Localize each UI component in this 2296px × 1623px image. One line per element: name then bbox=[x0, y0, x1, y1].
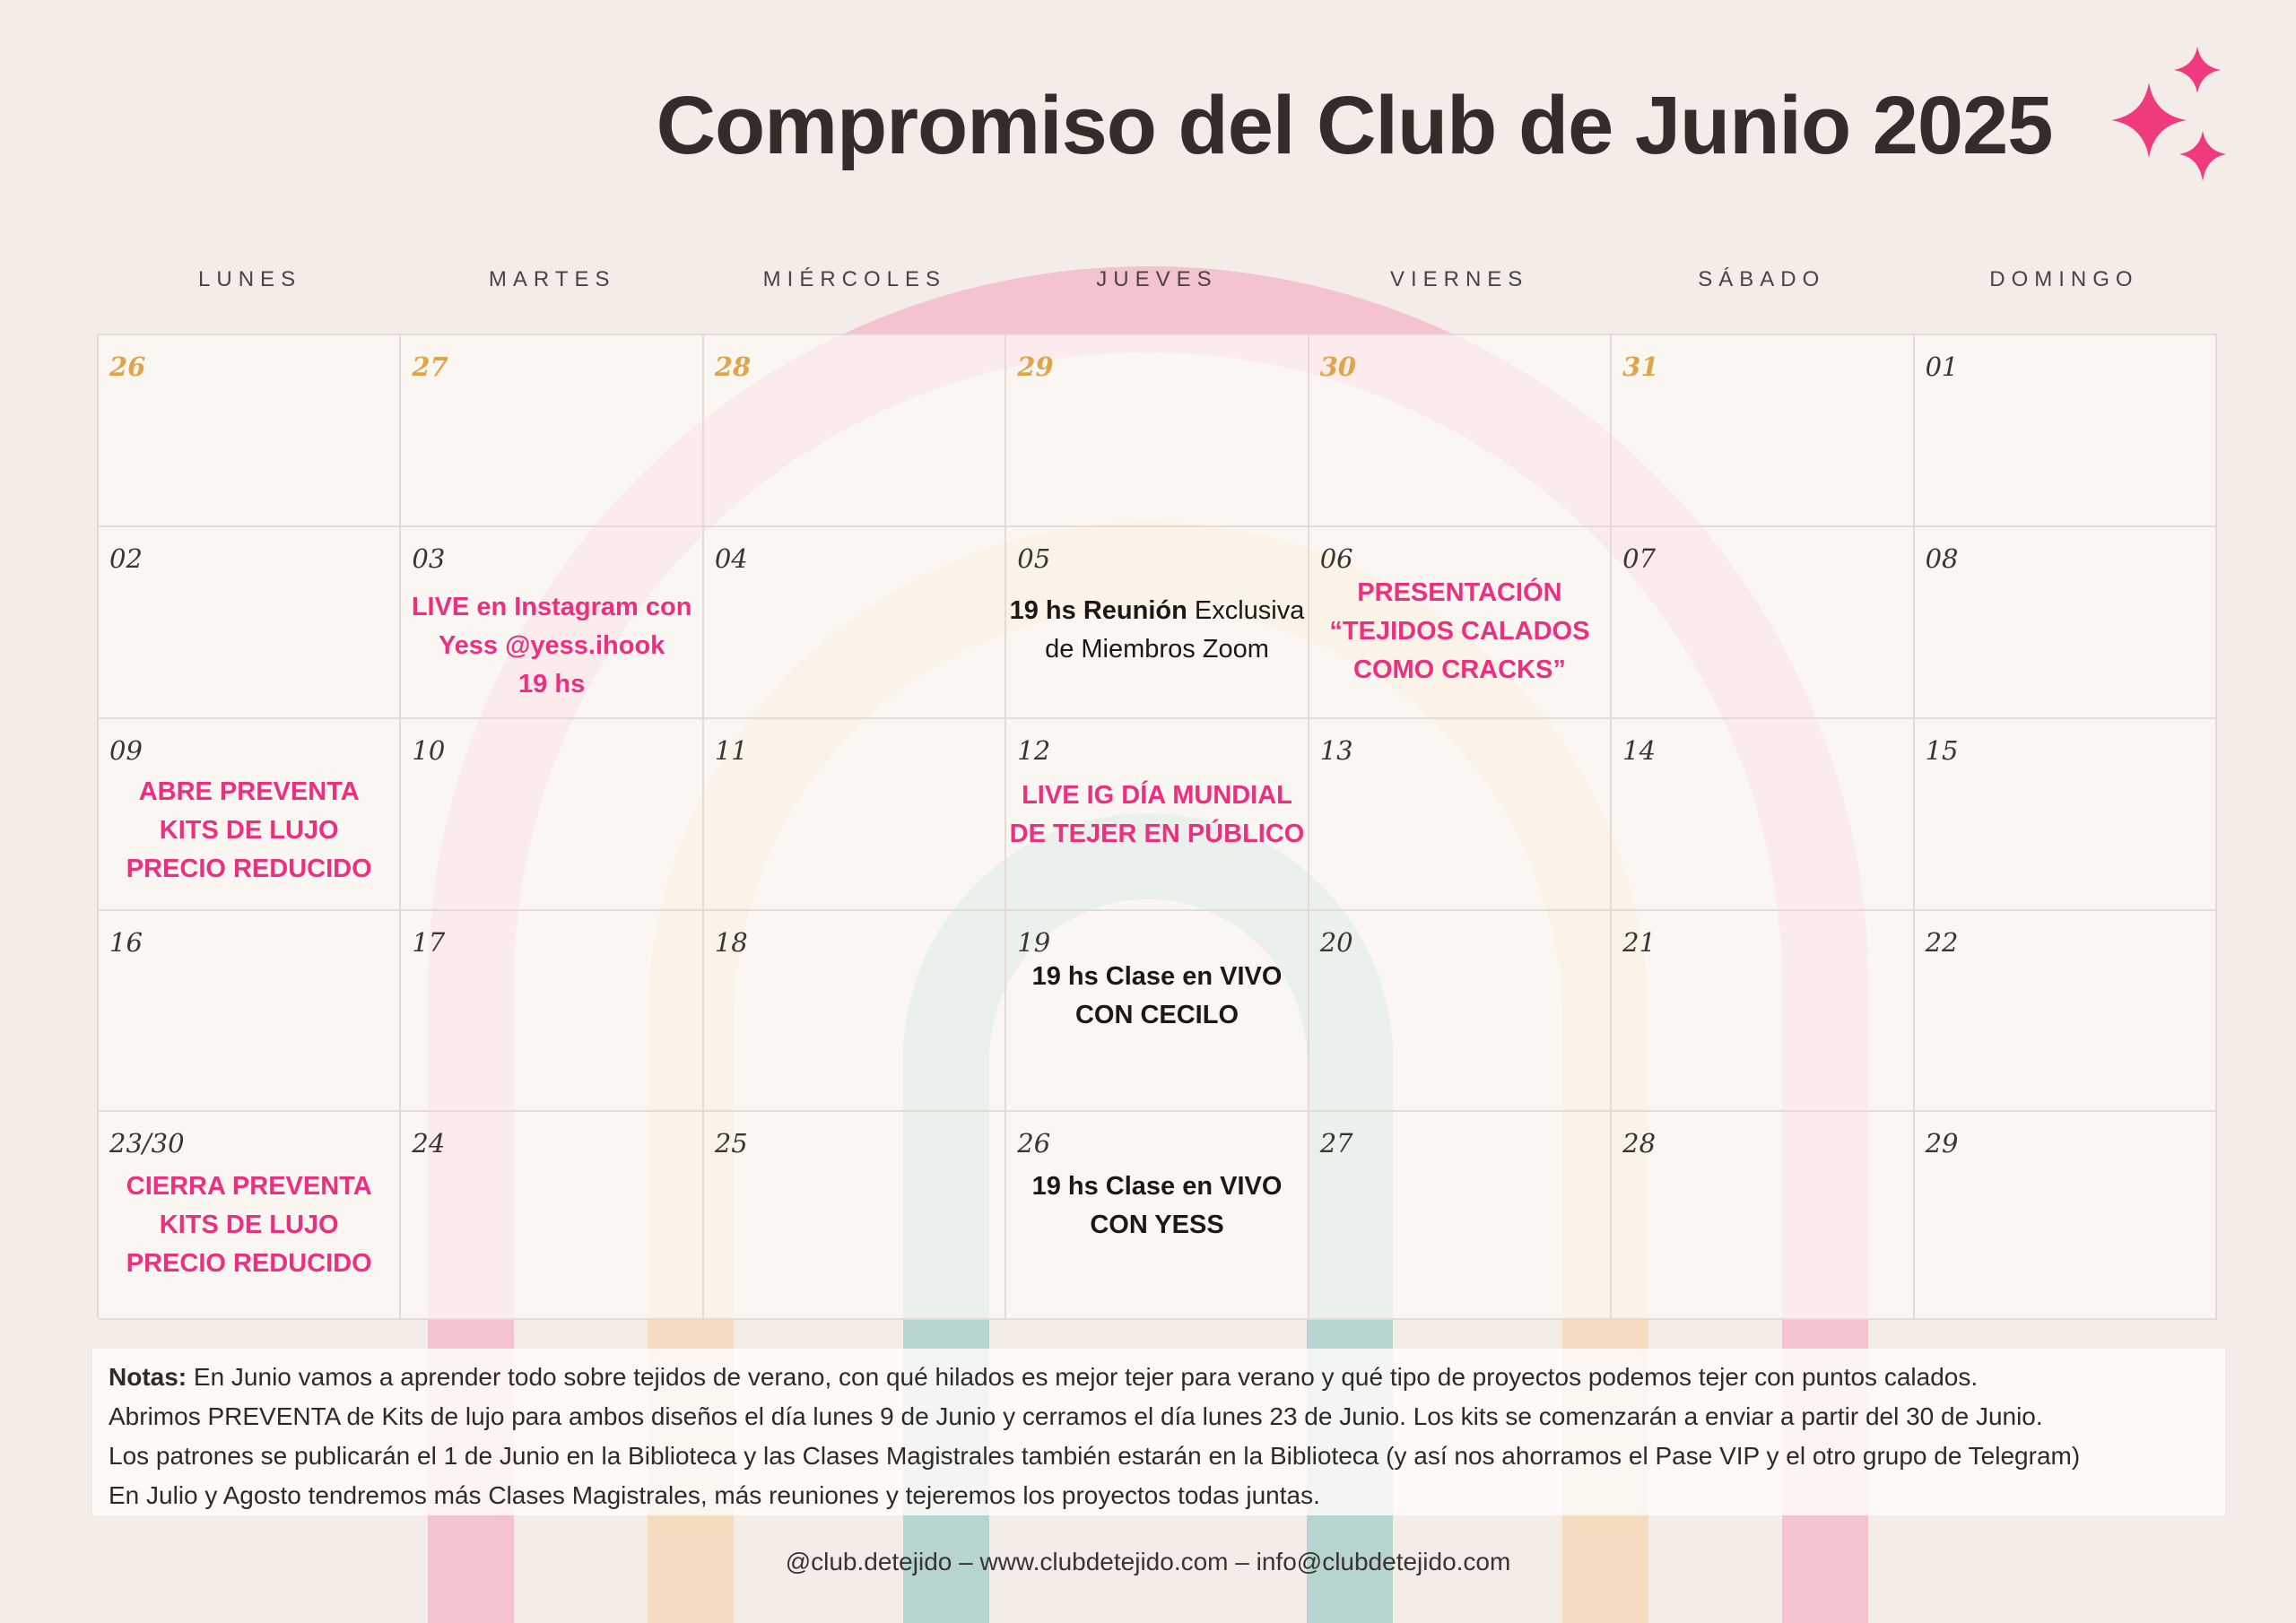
calendar-day-cell bbox=[401, 527, 703, 719]
calendar-event bbox=[99, 773, 399, 889]
calendar-day-cell bbox=[1915, 1112, 2217, 1320]
calendar-event bbox=[1006, 592, 1307, 669]
day-number: 07 bbox=[1622, 543, 1657, 574]
event-line: DE TEJER EN PÚBLICO bbox=[1009, 820, 1305, 848]
event-line: 19 hs Clase en VIVO bbox=[1031, 962, 1283, 991]
calendar-day-cell bbox=[401, 719, 703, 911]
day-number: 29 bbox=[1925, 1128, 1959, 1159]
calendar-day-cell bbox=[1915, 719, 2217, 911]
day-number: 05 bbox=[1017, 543, 1051, 574]
weekday-label: MIÉRCOLES bbox=[762, 267, 947, 291]
weekday-label: JUEVES bbox=[1096, 267, 1218, 291]
calendar-day-cell bbox=[1915, 911, 2217, 1112]
day-number: 26 bbox=[1017, 1128, 1051, 1159]
calendar-day-cell bbox=[401, 911, 703, 1112]
event-line: LIVE IG DÍA MUNDIAL bbox=[1022, 781, 1292, 810]
calendar-day-cell bbox=[1612, 719, 1914, 911]
day-number: 13 bbox=[1319, 735, 1353, 766]
calendar-event bbox=[401, 588, 701, 704]
calendar-day-cell bbox=[1309, 719, 1612, 911]
event-line: PRECIO REDUCIDO bbox=[126, 1249, 372, 1278]
calendar-day-cell bbox=[1006, 527, 1309, 719]
calendar-day-cell bbox=[1006, 335, 1309, 527]
day-number: 01 bbox=[1925, 352, 1959, 382]
calendar-day-cell bbox=[704, 1112, 1006, 1320]
calendar-day-cell bbox=[99, 335, 401, 527]
calendar-day-cell bbox=[1612, 1112, 1914, 1320]
calendar-day-cell bbox=[704, 527, 1006, 719]
day-number: 29 bbox=[1017, 352, 1054, 382]
day-number: 25 bbox=[714, 1128, 748, 1159]
day-number: 16 bbox=[109, 927, 143, 958]
event-line: “TEJIDOS CALADOS bbox=[1329, 617, 1590, 646]
event-line: KITS DE LUJO bbox=[159, 816, 339, 845]
calendar-day-cell bbox=[401, 335, 703, 527]
day-number: 12 bbox=[1017, 735, 1051, 766]
calendar-day-cell bbox=[704, 719, 1006, 911]
calendar-day-cell bbox=[1612, 335, 1914, 527]
page-title: Compromiso del Club de Junio 2025 bbox=[656, 80, 2053, 171]
day-number: 28 bbox=[714, 352, 752, 382]
calendar-event bbox=[1006, 1167, 1307, 1245]
calendar-day-cell bbox=[1612, 527, 1914, 719]
calendar-event bbox=[1006, 958, 1307, 1035]
weekday-header bbox=[99, 267, 2215, 303]
day-number: 08 bbox=[1925, 543, 1959, 574]
calendar-day-cell bbox=[1612, 911, 1914, 1112]
event-line: 19 hs Reunión Exclusiva bbox=[1009, 596, 1305, 625]
day-number: 27 bbox=[1319, 1128, 1353, 1159]
event-line: 19 hs Clase en VIVO bbox=[1031, 1172, 1283, 1201]
day-number: 02 bbox=[109, 543, 143, 574]
calendar-day-cell bbox=[401, 1112, 703, 1320]
calendar-day-cell bbox=[1006, 719, 1309, 911]
event-line: PRESENTACIÓN bbox=[1357, 578, 1562, 607]
sparkles-icon bbox=[2097, 39, 2231, 201]
footer-contact: @club.detejido – www.clubdetejido.com – info@clubdetejido.com bbox=[785, 1548, 1511, 1575]
event-line: CON CECILO bbox=[1074, 1001, 1239, 1029]
notes-label: Notas: bbox=[109, 1363, 187, 1391]
day-number: 03 bbox=[412, 543, 446, 574]
calendar-day-cell bbox=[704, 335, 1006, 527]
day-number: 28 bbox=[1622, 1128, 1657, 1159]
calendar-event bbox=[1006, 777, 1307, 854]
day-number: 20 bbox=[1319, 927, 1353, 958]
notes-text: En Junio vamos a aprender todo sobre tejidos de verano, con qué hilados es mejor tejer para verano y qué tipo de proyectos podemos tejer con puntos calados. bbox=[193, 1363, 1979, 1391]
weekday-label: VIERNES bbox=[1389, 267, 1529, 291]
event-time: 19 hs Reunión bbox=[1009, 596, 1187, 625]
calendar-grid bbox=[97, 334, 2217, 1318]
day-number: 18 bbox=[714, 927, 748, 958]
day-number: 17 bbox=[412, 927, 446, 958]
day-number: 10 bbox=[412, 735, 446, 766]
event-line: CIERRA PREVENTA bbox=[126, 1172, 372, 1201]
weekday-label: DOMINGO bbox=[1989, 267, 2139, 291]
calendar-day-cell bbox=[1309, 527, 1612, 719]
weekday-label: SÁBADO bbox=[1698, 267, 1826, 291]
event-line: CON YESS bbox=[1090, 1211, 1224, 1239]
calendar-day-cell bbox=[1915, 335, 2217, 527]
day-number: 21 bbox=[1622, 927, 1657, 958]
notes-line: Los patrones se publicarán el 1 de Junio en la Biblioteca y las Clases Magistrales también estarán en la Biblioteca (y así nos ahorramos el Pase VIP y el otro grupo de Telegram) bbox=[109, 1442, 2081, 1470]
calendar-day-cell bbox=[99, 1112, 401, 1320]
calendar-day-cell bbox=[1309, 911, 1612, 1112]
event-line: 19 hs bbox=[518, 670, 586, 699]
event-line: COMO CRACKS” bbox=[1353, 655, 1566, 684]
event-line: Yess @yess.ihook bbox=[438, 631, 665, 660]
calendar-day-cell bbox=[1309, 1112, 1612, 1320]
day-number: 09 bbox=[109, 735, 143, 766]
event-line: de Miembros Zoom bbox=[1045, 635, 1269, 664]
calendar-event bbox=[1309, 574, 1610, 690]
notes-line: En Julio y Agosto tendremos más Clases Magistrales, más reuniones y tejeremos los proyectos todas juntas. bbox=[109, 1481, 1320, 1509]
calendar-event bbox=[99, 1167, 399, 1283]
event-line: ABRE PREVENTA bbox=[138, 777, 360, 806]
day-number: 22 bbox=[1925, 927, 1959, 958]
calendar-day-cell bbox=[99, 527, 401, 719]
day-number: 14 bbox=[1622, 735, 1657, 766]
event-line: LIVE en Instagram con bbox=[411, 593, 692, 621]
weekday-label: LUNES bbox=[198, 267, 302, 291]
weekday-label: MARTES bbox=[488, 267, 616, 291]
day-number: 15 bbox=[1925, 735, 1959, 766]
day-number: 11 bbox=[714, 735, 748, 766]
calendar-day-cell bbox=[1006, 911, 1309, 1112]
day-number: 04 bbox=[714, 543, 748, 574]
day-number: 24 bbox=[412, 1128, 446, 1159]
calendar-day-cell bbox=[1309, 335, 1612, 527]
day-number: 31 bbox=[1622, 352, 1659, 382]
calendar-day-cell bbox=[1006, 1112, 1309, 1320]
event-line: PRECIO REDUCIDO bbox=[126, 855, 372, 883]
calendar-day-cell bbox=[1915, 527, 2217, 719]
day-number: 30 bbox=[1319, 352, 1357, 382]
calendar-day-cell bbox=[704, 911, 1006, 1112]
day-number: 06 bbox=[1319, 543, 1353, 574]
day-number: 27 bbox=[412, 352, 448, 382]
calendar-day-cell bbox=[99, 911, 401, 1112]
day-number: 23/30 bbox=[109, 1128, 185, 1159]
calendar-day-cell bbox=[99, 719, 401, 911]
notes-box bbox=[92, 1349, 2225, 1515]
event-line: KITS DE LUJO bbox=[159, 1211, 339, 1239]
day-number: 26 bbox=[109, 352, 146, 382]
notes-line bbox=[109, 1358, 2209, 1397]
day-number: 19 bbox=[1017, 927, 1051, 958]
notes-line: Abrimos PREVENTA de Kits de lujo para ambos diseños el día lunes 9 de Junio y cerramos el día lunes 23 de Junio. Los kits se comenzarán a enviar a partir del 30 de Junio. bbox=[109, 1402, 2043, 1430]
